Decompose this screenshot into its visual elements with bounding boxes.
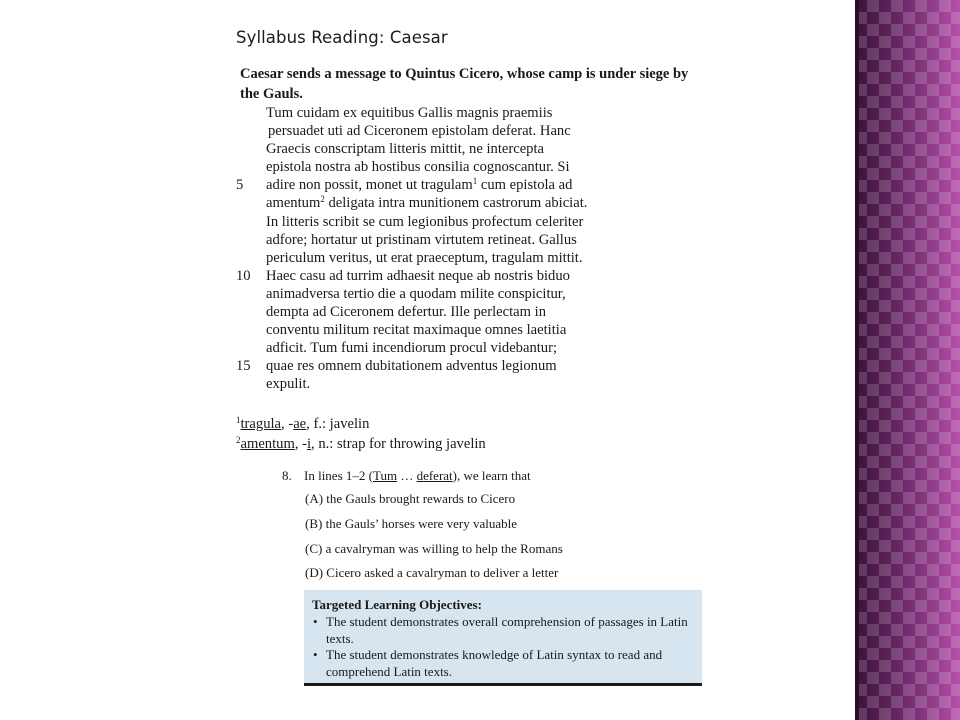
objective-text: The student demonstrates overall comprehension of passages in Latin texts. xyxy=(326,614,688,646)
choice-d: (D) Cicero asked a cavalryman to deliver a letter xyxy=(305,565,559,581)
passage-line-13 xyxy=(236,321,656,339)
bullet-icon: • xyxy=(313,614,318,629)
passage-line-2 xyxy=(236,122,656,140)
footnote-ending: i xyxy=(306,436,312,452)
footnote-definition: , n.: strap for throwing javelin xyxy=(311,436,486,452)
footnote-1 xyxy=(236,414,486,434)
learning-objectives-box xyxy=(304,590,702,686)
slide-title: Syllabus Reading: Caesar xyxy=(236,28,448,47)
footnote-word: amentum xyxy=(240,436,295,452)
line-text: Graecis conscriptam litteris mittit, ne intercepta xyxy=(266,141,544,158)
footnote-definition: , f.: javelin xyxy=(306,416,370,432)
stem-underlined-end: deferat xyxy=(416,468,453,483)
line-text: adfore; hortatur ut pristinam virtutem retineat. Gallus xyxy=(266,231,577,248)
line-text: epistola nostra ab hostibus consilia cognoscantur. Si xyxy=(266,159,570,176)
line-text-part: deligata intra munitionem castrorum abiciat. xyxy=(324,195,588,212)
stem-part: … xyxy=(397,468,417,483)
footnote-mark: 1 xyxy=(236,415,241,425)
line-text-part: cum epistola ad xyxy=(477,177,573,194)
question-text xyxy=(304,468,531,484)
line-text: conventu militum recitat maximaque omnes laetitia xyxy=(266,322,567,339)
footnote-marker: 2 xyxy=(320,194,325,205)
passage-line-3 xyxy=(236,140,656,158)
choice-c: (C) a cavalryman was willing to help the Romans xyxy=(305,540,563,556)
line-number: 10 xyxy=(236,267,251,284)
passage-line-4 xyxy=(236,158,656,176)
decorative-side-band xyxy=(855,0,960,720)
band-edge xyxy=(855,0,859,720)
line-text: expulit. xyxy=(266,376,311,393)
line-text-part: adire non possit, monet ut tragulam xyxy=(266,177,473,194)
line-text: Haec casu ad turrim adhaesit neque ab nostris biduo xyxy=(266,267,570,284)
bullet-icon: • xyxy=(313,647,318,662)
passage-line-11 xyxy=(236,285,656,303)
line-text: persuadet uti ad Ciceronem epistolam deferat. Hanc xyxy=(268,123,571,140)
footnote-2 xyxy=(236,434,486,454)
passage-line-5 xyxy=(236,176,656,194)
footnote-mark: 2 xyxy=(236,435,241,445)
passage-line-7 xyxy=(236,213,656,231)
passage-line-6 xyxy=(236,194,656,212)
passage-line-1 xyxy=(236,104,656,122)
passage-line-12 xyxy=(236,303,656,321)
line-text xyxy=(266,176,572,194)
line-text xyxy=(266,194,587,212)
choice-a: (A) the Gauls brought rewards to Cicero xyxy=(305,491,516,506)
passage-line-8 xyxy=(236,231,656,249)
line-text: adficit. Tum fumi incendiorum procul videbantur; xyxy=(266,340,558,357)
footnote-ending: ae xyxy=(293,416,307,432)
objectives-title: Targeted Learning Objectives: xyxy=(312,597,482,612)
line-text: animadversa tertio die a quodam milite conspicitur, xyxy=(266,285,566,302)
passage-line-10 xyxy=(236,267,656,285)
passage-line-16 xyxy=(236,375,656,393)
stem-underlined-start: Tum xyxy=(372,468,398,483)
footnotes xyxy=(236,414,486,454)
line-number: 15 xyxy=(236,358,251,375)
stem-part: In lines 1–2 ( xyxy=(304,468,373,483)
line-text: dempta ad Ciceronem defertur. Ille perlectam in xyxy=(266,304,546,321)
objective-item xyxy=(312,647,694,680)
footnote-word: tragula xyxy=(240,416,282,432)
objective-text: The student demonstrates knowledge of Latin syntax to read and comprehend Latin texts. xyxy=(326,647,663,679)
stem-part: ), we learn that xyxy=(452,468,531,483)
answer-choices xyxy=(305,490,563,589)
line-number: 5 xyxy=(236,177,244,194)
passage-line-9 xyxy=(236,249,656,267)
line-text: In litteris scribit se cum legionibus profectum celeriter xyxy=(266,213,584,230)
passage-line-14 xyxy=(236,339,656,357)
footnote-sep: , - xyxy=(281,416,294,432)
line-text-part: amentum xyxy=(266,195,321,212)
footnote-marker: 1 xyxy=(472,176,478,187)
line-text: quae res omnem dubitationem adventus legionum xyxy=(266,358,557,375)
question-number: 8. xyxy=(282,468,292,483)
latin-passage xyxy=(236,104,656,394)
choice-b: (B) the Gauls’ horses were very valuable xyxy=(305,515,518,531)
passage-line-15 xyxy=(236,357,656,375)
line-text: Tum cuidam ex equitibus Gallis magnis praemiis xyxy=(266,105,553,121)
objective-item xyxy=(312,614,694,647)
line-text: periculum veritus, ut erat praeceptum, tragulam mittit. xyxy=(266,249,583,266)
passage-intro: Caesar sends a message to Quintus Cicero, whose camp is under siege by the Gauls. xyxy=(240,66,689,102)
objectives-list xyxy=(312,614,694,680)
footnote-sep: , - xyxy=(294,436,307,452)
